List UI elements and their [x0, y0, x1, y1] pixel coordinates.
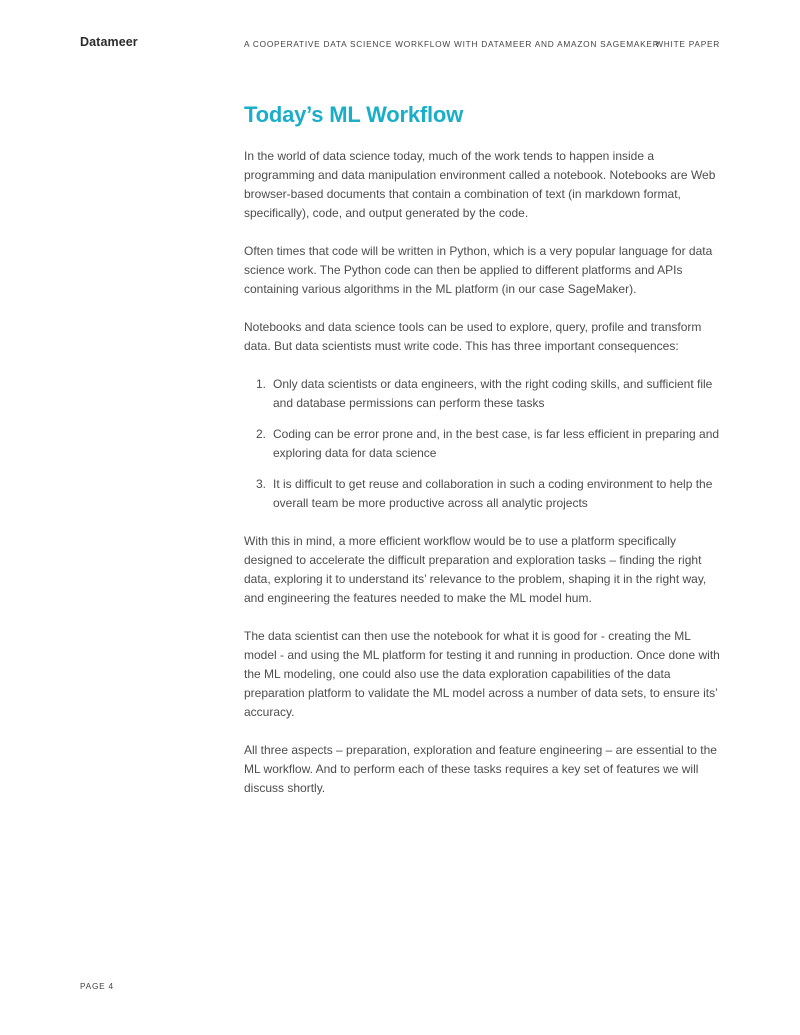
consequences-list: [244, 375, 722, 513]
list-item-text: Only data scientists or data engineers, with the right coding skills, and sufficient file and database permissions can perform these tasks: [273, 377, 713, 410]
document-type-label: WHITE PAPER: [655, 39, 720, 49]
list-item: [244, 475, 722, 513]
list-item-text: It is difficult to get reuse and collaboration in such a coding environment to help the overall team be more productive across all analytic projects: [273, 477, 713, 510]
paragraph: In the world of data science today, much of the work tends to happen inside a programming and data manipulation environment called a notebook. Notebooks are Web browser-based documents that contain a combination of text (in markdown format, specifically), code, and output generated by the code.: [244, 149, 716, 220]
list-item: [244, 375, 722, 413]
list-item-text: Coding can be error prone and, in the best case, is far less efficient in preparing and exploring data for data science: [273, 427, 720, 460]
brand-name: Datameer: [80, 35, 138, 49]
list-item-number: 3.: [256, 477, 267, 491]
paragraph: Notebooks and data science tools can be used to explore, query, profile and transform data. But data scientists must write code. This has three important consequences:: [244, 320, 702, 353]
paragraph: Often times that code will be written in Python, which is a very popular language for data science work. The Python code can then be applied to different platforms and APIs containing various algorithms in the ML platform (in our case SageMaker).: [244, 244, 713, 296]
section-heading: Today’s ML Workflow: [244, 102, 464, 127]
main-content: [244, 100, 722, 817]
page-number: PAGE 4: [80, 981, 114, 991]
paragraph: The data scientist can then use the notebook for what it is good for - creating the ML model - and using the ML platform for testing it and running in production. Once done with the ML modeling, one could also use the data exploration capabilities of the data preparation platform to validate the ML model across a number of data sets, to ensure its’ accuracy.: [244, 629, 720, 719]
paragraph: All three aspects – preparation, exploration and feature engineering – are essential to the ML workflow. And to perform each of these tasks requires a key set of features we will discuss shortly.: [244, 743, 717, 795]
list-item: [244, 425, 722, 463]
running-header-title: A COOPERATIVE DATA SCIENCE WORKFLOW WITH DATAMEER AND AMAZON SAGEMAKER: [244, 39, 660, 49]
list-item-number: 2.: [256, 427, 267, 441]
paragraph: With this in mind, a more efficient workflow would be to use a platform specifically designed to accelerate the difficult preparation and exploration tasks – finding the right data, exploring it to understand its’ relevance to the problem, shaping it in the right way, and engineering the features needed to make the ML model hum.: [244, 534, 707, 605]
list-item-number: 1.: [256, 377, 267, 391]
